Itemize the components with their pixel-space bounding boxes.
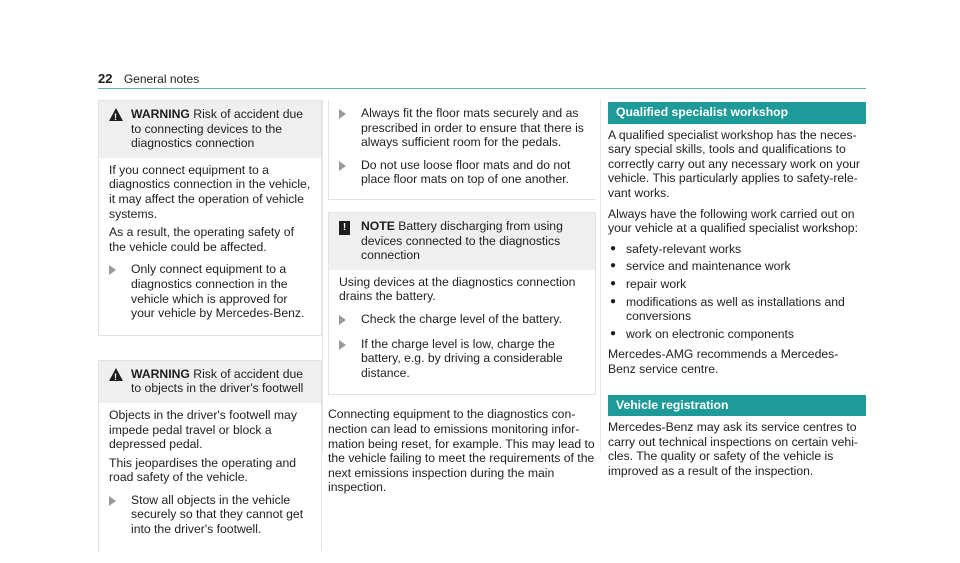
note-header <box>329 213 595 270</box>
warning-label: WARNING <box>131 107 190 121</box>
column-1 <box>98 100 322 563</box>
note-heading: Battery discharging from using devices connected to the diagnostics connection <box>361 218 563 263</box>
note-body <box>329 270 595 395</box>
instruction-item <box>109 493 313 537</box>
warning-header <box>99 101 321 158</box>
warning-text: If you connect equipment to a diagnostics connection in the vehicle, it may affect the operation of vehicle systems. <box>109 162 311 221</box>
instruction-text: Check the charge level of the battery. <box>361 311 562 326</box>
body-paragraph: Connecting equipment to the diagnostics connection can lead to emissions monitoring information being reset, for example. This may lead to the vehicle failing to meet the requirements of the next emissions inspection during the main inspection. <box>328 407 595 495</box>
instruction-item <box>339 337 587 381</box>
bullet-icon: ● <box>610 295 617 307</box>
warning-body <box>99 403 321 551</box>
instruction-text: If the charge level is low, charge the battery, e.g. by driving a considerable distance. <box>361 336 563 380</box>
warning-body <box>99 158 321 335</box>
bullet-icon: ● <box>610 327 617 339</box>
list-item-text: work on electronic components <box>626 326 795 341</box>
arrow-icon <box>339 315 346 325</box>
bullet-icon: ● <box>610 242 617 254</box>
warning-box-footwell <box>98 360 322 551</box>
arrow-icon <box>339 340 346 350</box>
instruction-item <box>109 262 313 320</box>
instruction-text: Always fit the floor mats securely and as prescribed in order to ensure that there is always sufficient room for the pedals. <box>361 106 584 150</box>
list-item <box>608 242 866 257</box>
note-box-battery <box>328 212 596 395</box>
arrow-icon <box>109 265 116 275</box>
instruction-item <box>339 312 587 329</box>
warning-icon <box>109 368 123 381</box>
column-divider <box>322 100 323 452</box>
body-paragraph: Always have the following work carried out on your vehicle at a qualified specialist workshop: <box>608 206 858 236</box>
section-heading-workshop: Qualified specialist workshop <box>608 102 866 124</box>
header-rule <box>98 88 866 89</box>
list-item <box>608 295 866 324</box>
warning-heading: Risk of accident due to objects in the driver's footwell <box>131 366 304 396</box>
instruction-item <box>339 158 588 187</box>
list-item-text: safety-relevant works <box>626 241 742 256</box>
warning-heading: Risk of accident due to connecting devices to the diagnostics connection <box>131 107 304 151</box>
instruction-item <box>339 106 588 150</box>
arrow-icon <box>339 161 346 171</box>
work-list <box>608 242 866 342</box>
list-item-text: repair work <box>626 276 687 291</box>
bullet-icon: ● <box>610 277 617 289</box>
body-paragraph: Mercedes-AMG recommends a Mercedes-Benz service centre. <box>608 347 839 376</box>
warning-header <box>99 361 321 403</box>
warning-text: This jeopardises the operating and road safety of the vehicle. <box>109 455 296 485</box>
warning-label: WARNING <box>131 366 190 381</box>
bullet-icon: ● <box>610 260 617 272</box>
page-number: 22 <box>98 71 113 86</box>
arrow-icon <box>339 109 346 119</box>
list-item <box>608 259 866 274</box>
list-item <box>608 277 866 292</box>
section-name: General notes <box>123 72 200 86</box>
page-header <box>98 71 199 86</box>
list-item-text: modifications as well as installations and conversions <box>626 294 845 324</box>
warning-icon <box>109 108 123 121</box>
warning-continuation <box>328 100 596 200</box>
section-heading-registration: Vehicle registration <box>608 395 866 417</box>
warning-box-diagnostics <box>98 100 322 336</box>
body-paragraph: A qualified specialist workshop has the necessary special skills, tools and qualifications to correctly carry out any necessary work on your vehicle. This particularly applies to safety-relevant works. <box>608 127 860 200</box>
exclamation-icon: ! <box>339 221 350 235</box>
instruction-text: Stow all objects in the vehicle securely so that they cannot get into the driver's footwell. <box>131 492 304 537</box>
instruction-text: Do not use loose floor mats and do not place floor mats on top of one another. <box>361 157 571 187</box>
arrow-icon <box>109 496 116 506</box>
list-item-text: service and maintenance work <box>626 259 791 274</box>
instruction-text: Only connect equipment to a diagnostics connection in the vehicle which is approved for your vehicle by Mercedes-Benz. <box>131 262 305 321</box>
body-paragraph: Mercedes-Benz may ask its service centres to carry out technical inspections on certain vehicles. The quality or safety of the vehicle is improved as a result of the inspection. <box>608 420 858 478</box>
column-3 <box>608 102 866 484</box>
column-2 <box>328 100 596 495</box>
list-item <box>608 327 866 342</box>
warning-text: Objects in the driver's footwell may impede pedal travel or block a depressed pedal. <box>109 407 297 452</box>
column-divider <box>600 100 601 452</box>
warning-text: As a result, the operating safety of the vehicle could be affected. <box>109 225 294 254</box>
note-label: NOTE <box>361 218 395 233</box>
note-text: Using devices at the diagnostics connection drains the battery. <box>339 274 576 304</box>
